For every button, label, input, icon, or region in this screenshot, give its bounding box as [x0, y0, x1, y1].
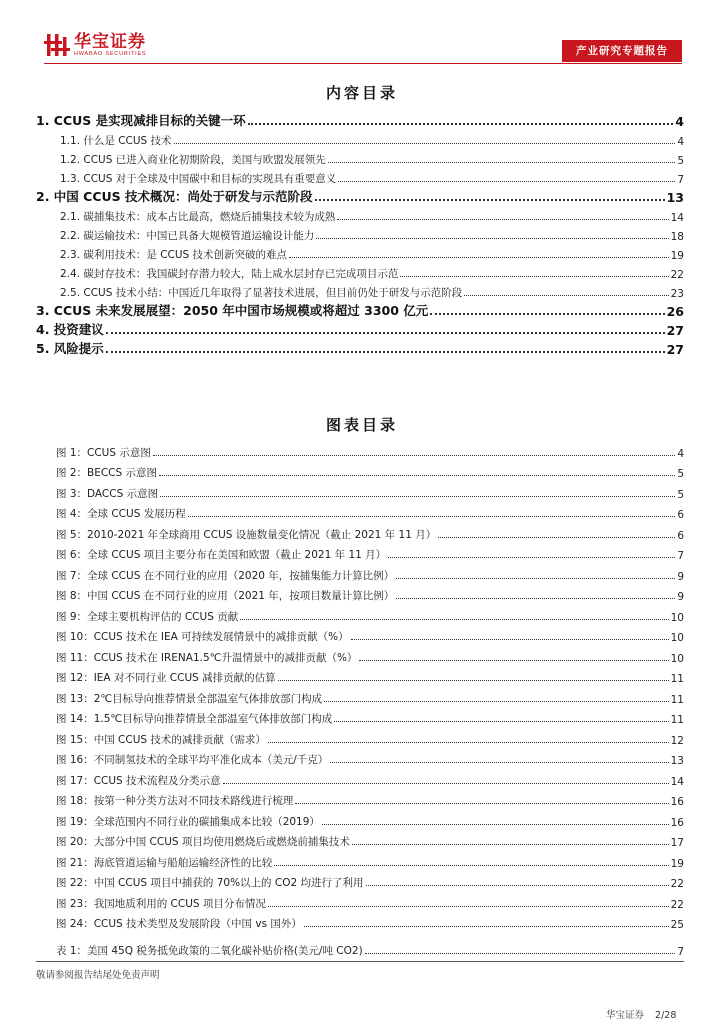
toc-entry-label: 图 8：中国 CCUS 在不同行业的应用（2021 年，按项目数量计算比例） — [56, 590, 395, 602]
toc-entry-label: 图 10：CCUS 技术在 IEA 可持续发展情景中的减排贡献（%） — [56, 631, 349, 643]
page-header — [0, 0, 724, 70]
company-logo — [44, 32, 146, 58]
toc-entry-page: 16 — [670, 816, 684, 829]
dot-leader — [328, 162, 676, 163]
toc-entry-label: 图 7：全球 CCUS 在不同行业的应用（2020 年，按捕集能力计算比例） — [56, 569, 395, 582]
toc-entry-page: 18 — [670, 231, 684, 243]
dot-leader — [464, 295, 668, 296]
toc-entry-page: 9 — [677, 570, 684, 583]
toc-entry-page: 17 — [670, 837, 684, 849]
toc-entry[interactable] — [36, 262, 684, 281]
toc-entry-page: 4 — [677, 136, 684, 148]
toc-entry-label: 2.3. 碳利用技术：是 CCUS 技术创新突破的难点 — [60, 249, 288, 261]
dot-leader — [366, 885, 669, 886]
toc-entry-page: 7 — [677, 174, 684, 186]
toc-entry-page: 27 — [666, 323, 684, 338]
toc-entry-page: 5 — [677, 488, 684, 501]
toc-entry-page: 13 — [666, 190, 684, 205]
toc-entry-label: 图 21：海底管道运输与船舶运输经济性的比较 — [56, 856, 273, 869]
toc-entry[interactable] — [56, 460, 684, 481]
toc-entry-label: 图 23：我国地质利用的 CCUS 项目分布情况 — [56, 897, 266, 910]
toc-entry-page: 4 — [677, 447, 684, 460]
toc-entry-page: 14 — [670, 775, 684, 788]
dot-leader — [268, 906, 669, 907]
dot-leader — [351, 639, 669, 640]
toc-entry-label: 图 17：CCUS 技术流程及分类示意 — [56, 774, 221, 787]
toc-entry-label: 图 18：按第一种分类方法对不同技术路线进行梳理 — [56, 795, 294, 807]
toc-entry[interactable] — [36, 338, 684, 357]
dot-leader — [337, 219, 668, 220]
toc-entry-label: 图 6：全球 CCUS 项目主要分布在美国和欧盟（截止 2021 年 11 月） — [56, 549, 387, 561]
toc-entry-label: 图 16：不同制氢技术的全球平均平准化成本（美元/千克） — [56, 754, 329, 766]
dot-leader — [240, 619, 668, 620]
disclaimer-note: 敬请参阅报告结尾处免责声明 — [36, 970, 160, 981]
toc-entry[interactable] — [56, 685, 684, 706]
dot-leader — [338, 181, 675, 182]
toc-entry[interactable] — [56, 439, 684, 460]
toc-entry-page: 4 — [675, 114, 684, 129]
toc-entry-page: 19 — [670, 250, 684, 262]
dot-leader — [160, 496, 675, 497]
footer-page-info — [606, 1007, 676, 1021]
footer-company: 华宝证券 — [606, 1010, 645, 1021]
toc-entry-page: 19 — [670, 857, 684, 870]
dot-leader — [268, 742, 669, 743]
toc-entry[interactable] — [56, 521, 684, 542]
dot-leader — [278, 680, 669, 681]
toc-entry-page: 6 — [677, 509, 684, 521]
dot-leader — [304, 926, 669, 927]
toc-entry[interactable] — [56, 624, 684, 645]
report-type-badge: 产业研究专题报告 — [562, 40, 682, 62]
toc-entry-page: 10 — [670, 652, 684, 665]
dot-leader — [359, 660, 668, 661]
contents-title: 内容目录 — [325, 84, 398, 102]
dot-leader — [289, 257, 669, 258]
toc-entry-label: 1.2. CCUS 已进入商业化初期阶段，美国与欧盟发展领先 — [60, 154, 326, 166]
toc-entry[interactable] — [56, 480, 684, 501]
toc-entry-label: 图 11：CCUS 技术在 IRENA1.5℃升温情景中的减排贡献（%） — [56, 651, 358, 664]
dot-leader — [400, 276, 668, 277]
toc-entry-page: 23 — [670, 288, 684, 300]
toc-entry[interactable] — [56, 665, 684, 686]
toc-entry[interactable] — [36, 129, 684, 148]
toc-entry[interactable] — [56, 937, 684, 958]
toc-entry-label: 1.3. CCUS 对于全球及中国碳中和目标的实现具有重要意义 — [60, 173, 337, 185]
toc-entry-label: 图 4：全球 CCUS 发展历程 — [56, 508, 186, 520]
toc-entry[interactable] — [56, 726, 684, 747]
dot-leader — [106, 332, 665, 334]
dot-leader — [334, 721, 668, 722]
toc-entry-label: 2. 中国 CCUS 技术概况：尚处于研发与示范阶段 — [36, 189, 313, 204]
dot-leader — [388, 557, 675, 558]
toc-entry-page: 10 — [670, 611, 684, 624]
toc-entry-label: 2.5. CCUS 技术小结：中国近几年取得了显著技术进展，但目前仍处于研发与示范阶段 — [60, 287, 463, 299]
toc-entry-page: 11 — [670, 693, 684, 706]
logo-chinese-name: 华宝证券 — [74, 31, 146, 52]
toc-entry-page: 12 — [670, 734, 684, 747]
toc-entry-page: 22 — [670, 269, 684, 281]
figures-list — [56, 439, 684, 931]
dot-leader — [223, 783, 669, 784]
toc-entry[interactable] — [56, 829, 684, 850]
toc-entry-label: 图 22：中国 CCUS 项目中捕获的 70%以上的 CO2 均进行了利用 — [56, 877, 364, 889]
footer-divider — [36, 961, 684, 962]
dot-leader — [438, 537, 675, 538]
dot-leader — [396, 598, 675, 599]
toc-entry-label: 表 1：美国 45Q 税务抵免政策的二氧化碳补贴价格(美元/吨 CO2) — [56, 944, 363, 957]
header-divider — [44, 63, 682, 64]
toc-entry[interactable] — [56, 644, 684, 665]
toc-entry-page: 14 — [670, 212, 684, 224]
dot-leader — [330, 762, 668, 763]
toc-entry[interactable] — [36, 319, 684, 338]
toc-entry[interactable] — [56, 501, 684, 522]
dot-leader — [315, 199, 665, 201]
toc-entry[interactable] — [56, 767, 684, 788]
dot-leader — [430, 313, 664, 315]
toc-entry-page: 11 — [670, 714, 684, 726]
toc-entry-label: 图 14：1.5℃目标导向推荐情景全部温室气体排放部门构成 — [56, 713, 333, 725]
toc-entry-label: 2.2. 碳运输技术：中国已具备大规模管道运输设计能力 — [60, 230, 315, 242]
toc-entry-label: 图 3：DACCS 示意图 — [56, 487, 159, 500]
dot-leader — [274, 865, 668, 866]
toc-entry[interactable] — [36, 205, 684, 224]
toc-entry-label: 5. 风险提示 — [36, 341, 104, 356]
toc-entry-page: 7 — [677, 945, 684, 958]
toc-entry-label: 图 1：CCUS 示意图 — [56, 446, 151, 459]
dot-leader — [159, 475, 675, 476]
toc-entry-page: 11 — [670, 673, 684, 685]
toc-entry-label: 4. 投资建议 — [36, 322, 104, 337]
toc-entry[interactable] — [36, 300, 684, 319]
toc-entry[interactable] — [36, 167, 684, 186]
toc-entry-label: 图 20：大部分中国 CCUS 项目均使用燃烧后或燃烧前捕集技术 — [56, 836, 350, 848]
toc-entry-label: 图 13：2℃目标导向推荐情景全部温室气体排放部门构成 — [56, 692, 323, 705]
dot-leader — [295, 803, 668, 804]
toc-entry-page: 16 — [670, 796, 684, 808]
toc-entry[interactable] — [56, 706, 684, 727]
dot-leader — [188, 516, 676, 517]
toc-entry[interactable] — [56, 849, 684, 870]
toc-entry[interactable] — [36, 186, 684, 205]
toc-entry[interactable] — [36, 148, 684, 167]
toc-entry-page: 6 — [677, 529, 684, 542]
toc-entry-label: 图 15：中国 CCUS 技术的减排贡献（需求） — [56, 733, 266, 746]
toc-entry-page: 9 — [677, 591, 684, 603]
toc-entry-page: 26 — [666, 304, 684, 319]
contents-list — [36, 110, 684, 357]
toc-entry[interactable] — [56, 583, 684, 604]
dot-leader — [322, 824, 669, 825]
dot-leader — [316, 238, 668, 239]
toc-entry[interactable] — [56, 788, 684, 809]
toc-entry[interactable] — [56, 562, 684, 583]
toc-entry-page: 25 — [670, 919, 684, 931]
toc-entry[interactable] — [56, 911, 684, 932]
toc-entry[interactable] — [56, 870, 684, 891]
toc-entry-page: 5 — [677, 468, 684, 480]
toc-entry[interactable] — [56, 747, 684, 768]
toc-entry-page: 5 — [677, 155, 684, 167]
toc-entry-label: 图 9：全球主要机构评估的 CCUS 贡献 — [56, 610, 239, 623]
toc-entry[interactable] — [56, 603, 684, 624]
toc-entry[interactable] — [36, 224, 684, 243]
toc-entry[interactable] — [36, 243, 684, 262]
toc-entry-label: 图 19：全球范围内不同行业的碳捕集成本比较（2019） — [56, 815, 320, 828]
toc-entry-label: 图 24：CCUS 技术类型及发展阶段（中国 vs 国外） — [56, 918, 302, 930]
dot-leader — [248, 123, 674, 125]
dot-leader — [396, 578, 675, 579]
toc-entry-page: 10 — [670, 632, 684, 644]
toc-entry-page: 22 — [670, 878, 684, 890]
toc-entry-page: 27 — [666, 342, 684, 357]
toc-entry-label: 3. CCUS 未来发展展望：2050 年中国市场规模或将超过 3300 亿元 — [36, 303, 429, 318]
toc-entry-page: 7 — [677, 550, 684, 562]
toc-entry-page: 22 — [670, 898, 684, 911]
dot-leader — [106, 351, 665, 353]
dot-leader — [365, 953, 676, 954]
tables-list — [56, 937, 684, 958]
toc-entry-page: 13 — [670, 755, 684, 767]
toc-entry[interactable] — [56, 542, 684, 563]
toc-entry[interactable] — [36, 281, 684, 300]
dot-leader — [153, 455, 675, 456]
toc-entry-label: 图 5：2010-2021 年全球商用 CCUS 设施数量变化情况（截止 2021 年 11 月） — [56, 528, 437, 541]
toc-entry-label: 1.1. 什么是 CCUS 技术 — [60, 135, 172, 147]
logo-english-name: HWABAO SECURITIES — [74, 50, 147, 57]
toc-entry-label: 图 12：IEA 对不同行业 CCUS 减排贡献的估算 — [56, 672, 276, 684]
toc-entry[interactable] — [56, 808, 684, 829]
toc-entry-label: 2.1. 碳捕集技术：成本占比最高，燃烧后捕集技术较为成熟 — [60, 211, 336, 223]
huabao-logo-icon — [44, 32, 70, 58]
page-number: 2/28 — [655, 1010, 677, 1021]
dot-leader — [174, 143, 676, 144]
toc-entry[interactable] — [36, 110, 684, 129]
toc-entry-label: 2.4. 碳封存技术：我国碳封存潜力较大，陆上咸水层封存已完成项目示范 — [60, 268, 399, 280]
toc-entry-label: 图 2：BECCS 示意图 — [56, 467, 158, 479]
toc-entry[interactable] — [56, 890, 684, 911]
dot-leader — [324, 701, 668, 702]
dot-leader — [352, 844, 669, 845]
figures-title: 图表目录 — [325, 416, 398, 434]
toc-entry-label: 1. CCUS 是实现减排目标的关键一环 — [36, 113, 246, 128]
